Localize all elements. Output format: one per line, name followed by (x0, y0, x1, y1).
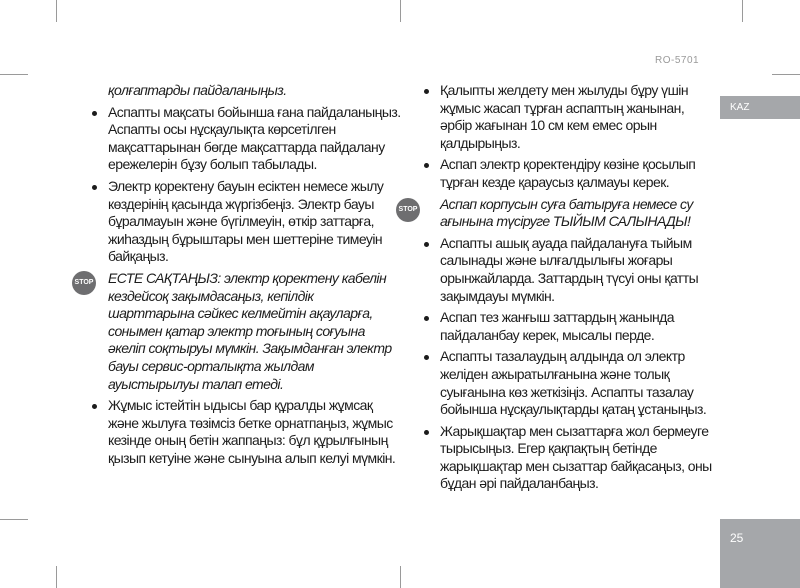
bullet-icon (92, 404, 97, 409)
bullet-icon (424, 89, 429, 94)
list-item (86, 397, 402, 467)
bullet-icon (424, 163, 429, 168)
item-text: Аспапты мақсаты бойынша ғана пайдаланыңыз. Аспапты осы нұсқаулықта көрсетілген мақсаттарынан бөгде мақсаттарда пайдалану ережелерін бұзу болып табылады. (108, 103, 401, 173)
list-item (418, 348, 716, 418)
right-column (398, 82, 716, 497)
item-text: Аспапты тазалаудың алдында ол электр желіден ажыратылғанына және толық суығанына көз жеткізіңіз. Аспапты тазалау бойынша нұсқаулықтарды қатаң ұстаныңыз. (440, 348, 707, 418)
continuation-text: қолғаптарды пайдаланыңыз. (108, 82, 287, 98)
item-text: Жарықшақтар мен сызаттарға жол бермеуге тырысыңыз. Егер қақпақтың бетінде жарықшақтар мен сызаттар байқасаңыз, оны бұдан әрі пайдаланбаңыз. (440, 422, 712, 492)
left-column (74, 82, 402, 471)
list-item (418, 235, 716, 305)
list-item (86, 178, 402, 266)
item-text: Қалыпты желдету мен жылуды бұру үшін жұмыс жасап тұрған аспаптың жанынан, әрбір жағынан 10 см кем емес орын қалдырыңыз. (440, 82, 689, 151)
crop-mark (56, 0, 57, 22)
item-text: Электр қоректену бауын есіктен немесе жылу көздерінің қасында жүргізбеңіз. Электр бауы бұралмауын және бүгілмеуін, өткір заттарға, жиһаздың бұрыштары мен шеттеріне тимеуін байқаңыз. (108, 177, 384, 265)
page-number: 25 (730, 531, 744, 545)
crop-mark (742, 0, 743, 22)
bullet-icon (92, 111, 97, 116)
crop-mark (400, 566, 401, 588)
crop-mark (0, 519, 28, 520)
bullet-icon (424, 242, 429, 247)
warning-item (398, 195, 716, 231)
stop-sign-icon: STOP (72, 271, 96, 295)
bullet-icon (92, 185, 97, 190)
crop-mark (772, 74, 800, 75)
language-tab (720, 96, 800, 119)
crop-mark (56, 566, 57, 588)
list-item (418, 309, 716, 344)
page-number-tab (720, 519, 800, 588)
list-item (86, 82, 402, 100)
list-item (418, 423, 716, 493)
bullet-icon (424, 316, 429, 321)
list-item (418, 82, 716, 152)
crop-mark (400, 0, 401, 22)
crop-mark (0, 74, 28, 75)
item-text: Жұмыс істейтін ыдысы бар құралды жұмсақ және жылуға төзімсіз бетке орнатпаңыз, жұмыс кезінде оның бетін жаппаңыз: бұл құрылғының қызып кетуіне және сынуына алып келуі мүмкін. (108, 397, 396, 466)
list-item (418, 156, 716, 191)
model-number: RO-5701 (655, 55, 700, 66)
bullet-icon (424, 430, 429, 435)
item-text: Аспап электр қоректендіру көзіне қосылып тұрған кезде қараусыз қалмауы керек. (440, 156, 696, 190)
item-text: Аспапты ашық ауада пайдалануға тыйым салынады және ылғалдылығы жоғары орынжайларда. Заттардың түсуі оны қатты зақымдауы мүмкін. (440, 234, 699, 304)
stop-sign-icon: STOP (396, 198, 420, 222)
list-item (86, 104, 402, 174)
item-text: Аспап тез жанғыш заттардың жанында пайдаланбау керек, мысалы перде. (440, 309, 674, 343)
warning-text: Аспап корпусын суға батыруға немесе су ағынына түсіруге ТЫЙЫМ САЛЫНАДЫ! (440, 195, 693, 230)
caution-text: ЕСТЕ САҚТАҢЫЗ: электр қоректену кабелін кездейсоқ зақымдасаңыз, кепілдік шарттарына сәйкес келмейтін ақауларға, сонымен қатар электр тоғының соғуына әкеліп соқтыруы мүмкін. Зақымданған электр бауы сервис-орталықта жылдам ауыстырылуы талап етеді. (108, 269, 392, 392)
bullet-icon (424, 355, 429, 360)
caution-item (74, 269, 402, 393)
language-label: KAZ (730, 102, 750, 113)
